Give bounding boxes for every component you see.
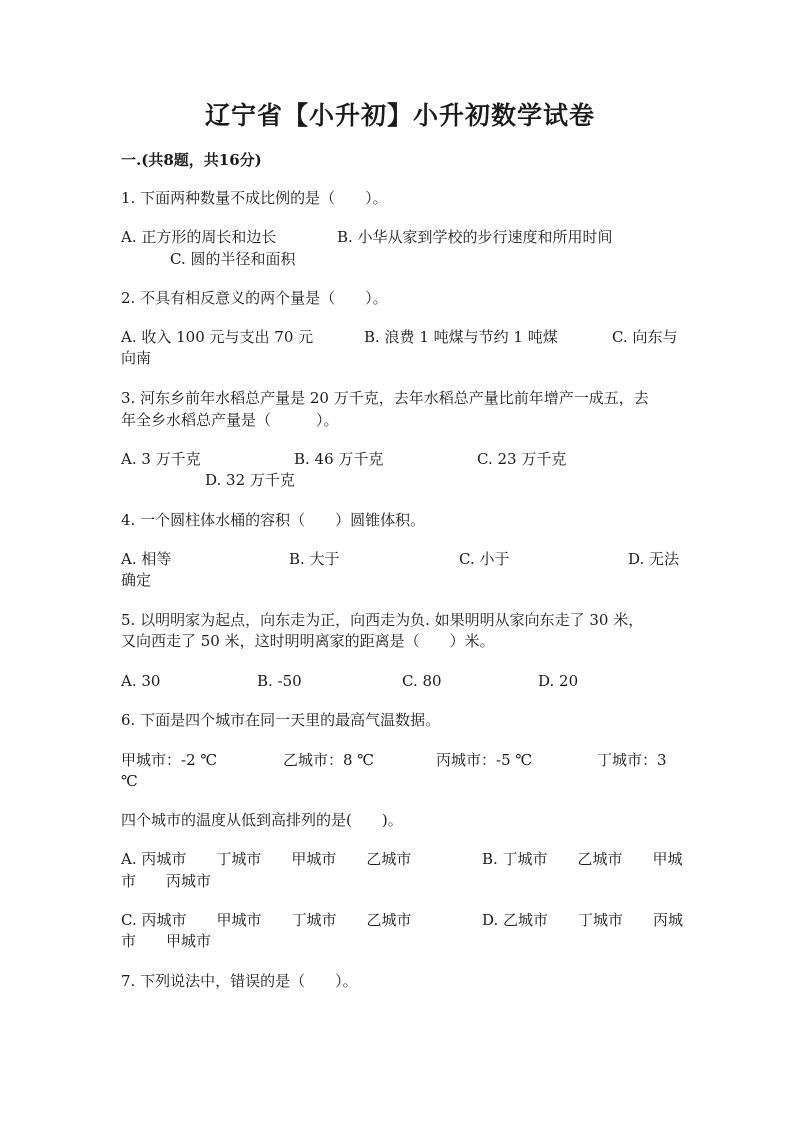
question-6-stem: 6. 下面是四个城市在同一天里的最高气温数据。 (121, 711, 441, 729)
question-4-stem: 4. 一个圆柱体水桶的容积（ ）圆锥体积。 (121, 511, 426, 529)
section-heading: 一.(共8题，共16分) (121, 151, 262, 169)
question-3-option-a: A. 3 万千克 (121, 450, 201, 468)
question-1-option-b: B. 小华从家到学校的步行速度和所用时间 (337, 228, 613, 246)
question-6-temp-bing: 丙城市：-5 ℃ (436, 751, 533, 769)
question-1-option-a: A. 正方形的周长和边长 (121, 228, 277, 246)
question-6-sub-question: 四个城市的温度从低到高排列的是( )。 (121, 811, 403, 829)
question-1-option-c: C. 圆的半径和面积 (170, 250, 296, 268)
question-4-option-d: D. 无法 (628, 550, 680, 568)
question-3-option-d: D. 32 万千克 (205, 471, 295, 489)
question-6-temp-yi: 乙城市：8 ℃ (283, 751, 375, 769)
question-3-stem-line-2: 年全乡水稻总产量是（ ）。 (121, 411, 339, 429)
question-6-temp-jia: 甲城市：-2 ℃ (121, 751, 218, 769)
question-2-option-c-cont: 向南 (121, 349, 152, 367)
question-1-stem: 1. 下面两种数量不成比例的是（ ）。 (121, 189, 388, 207)
question-6-option-b-cont: 市 丙城市 (121, 872, 212, 890)
question-6-option-b: B. 丁城市 乙城市 甲城 (482, 850, 683, 868)
question-5-stem-line-2: 又向西走了 50 米，这时明明离家的距离是（ ）米。 (121, 632, 495, 650)
question-6-option-d: D. 乙城市 丁城市 丙城 (482, 911, 684, 929)
question-7-stem: 7. 下列说法中，错误的是（ ）。 (121, 972, 358, 990)
question-6-option-c: C. 丙城市 甲城市 丁城市 乙城市 (121, 911, 412, 929)
page-title: 辽宁省【小升初】小升初数学试卷 (204, 101, 595, 130)
question-5-stem-line-1: 5. 以明明家为起点，向东走为正，向西走为负. 如果明明从家向东走了 30 米， (121, 611, 644, 629)
question-5-option-a: A. 30 (121, 672, 161, 690)
question-6-temp-ding-cont: ℃ (121, 772, 138, 790)
question-3-stem-line-1: 3. 河东乡前年水稻总产量是 20 万千克，去年水稻总产量比前年增产一成五，去 (121, 389, 649, 407)
question-4-option-c: C. 小于 (459, 550, 510, 568)
question-6-option-d-cont: 市 甲城市 (121, 932, 212, 950)
question-3-option-c: C. 23 万千克 (477, 450, 567, 468)
question-5-option-b: B. -50 (257, 672, 302, 690)
question-3-option-b: B. 46 万千克 (294, 450, 384, 468)
question-2-stem: 2. 不具有相反意义的两个量是（ ）。 (121, 289, 388, 307)
question-6-temp-ding: 丁城市：3 (597, 751, 667, 769)
question-5-option-d: D. 20 (538, 672, 579, 690)
question-2-option-c: C. 向东与 (612, 328, 678, 346)
question-5-option-c: C. 80 (402, 672, 442, 690)
question-4-option-d-cont: 确定 (121, 571, 152, 589)
question-2-option-a: A. 收入 100 元与支出 70 元 (121, 328, 314, 346)
question-4-option-a: A. 相等 (121, 550, 172, 568)
question-6-option-a: A. 丙城市 丁城市 甲城市 乙城市 (121, 850, 412, 868)
question-4-option-b: B. 大于 (289, 550, 340, 568)
question-2-option-b: B. 浪费 1 吨煤与节约 1 吨煤 (364, 328, 558, 346)
